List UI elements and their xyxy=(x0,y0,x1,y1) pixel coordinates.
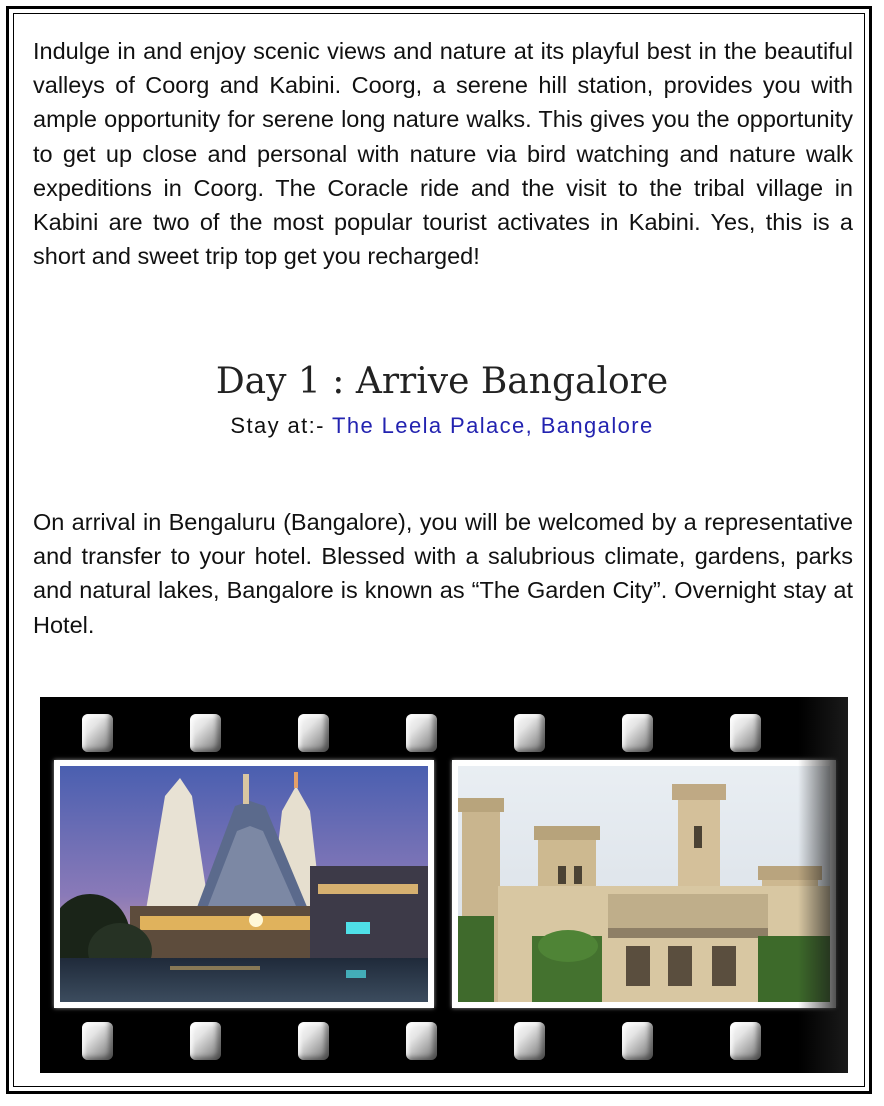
sprocket-hole xyxy=(190,714,221,752)
day-1-description: On arrival in Bengaluru (Bangalore), you will be welcomed by a representative and transfer to your hotel. Blessed with a salubrious climate, gardens, parks and natural lakes, Bangalore is known as “The Garden City”. Overnight stay at Hotel. xyxy=(33,509,853,638)
sprocket-hole xyxy=(514,714,545,752)
temple-illustration xyxy=(60,766,428,1002)
intro-paragraph: Indulge in and enjoy scenic views and nature at its playful best in the beautiful valleys of Coorg and Kabini. Coorg, a serene hill station, provides you with ample opportunity for serene long nature walks. This gives you the opportunity to get up close and personal with nature via bird watching and nature walk expeditions in Coorg. The Coracle ride and the visit to the tribal village in Kabini are two of the most popular tourist activates in Kabini. Yes, this is a short and sweet trip top get you recharged! xyxy=(33,38,853,270)
sprocket-hole xyxy=(622,714,653,752)
sprocket-hole xyxy=(622,1022,653,1060)
sprocket-hole xyxy=(298,714,329,752)
sprocket-hole xyxy=(730,1022,761,1060)
day-1-heading: Day 1 : Arrive Bangalore xyxy=(215,361,669,402)
sprocket-hole xyxy=(298,1022,329,1060)
sprocket-hole xyxy=(514,1022,545,1060)
sprocket-hole xyxy=(406,1022,437,1060)
sprocket-hole xyxy=(730,714,761,752)
sprocket-hole xyxy=(82,1022,113,1060)
stay-line xyxy=(0,411,884,441)
film-strip xyxy=(40,697,848,1073)
bangalore-palace-photo xyxy=(452,760,836,1008)
sprocket-hole xyxy=(82,714,113,752)
hotel-name: The Leela Palace, Bangalore xyxy=(332,413,654,438)
palace-illustration xyxy=(458,766,830,1002)
sprocket-hole xyxy=(406,714,437,752)
stay-label: Stay at:- xyxy=(230,413,325,438)
temple-at-dusk-photo xyxy=(54,760,434,1008)
sprocket-hole xyxy=(190,1022,221,1060)
